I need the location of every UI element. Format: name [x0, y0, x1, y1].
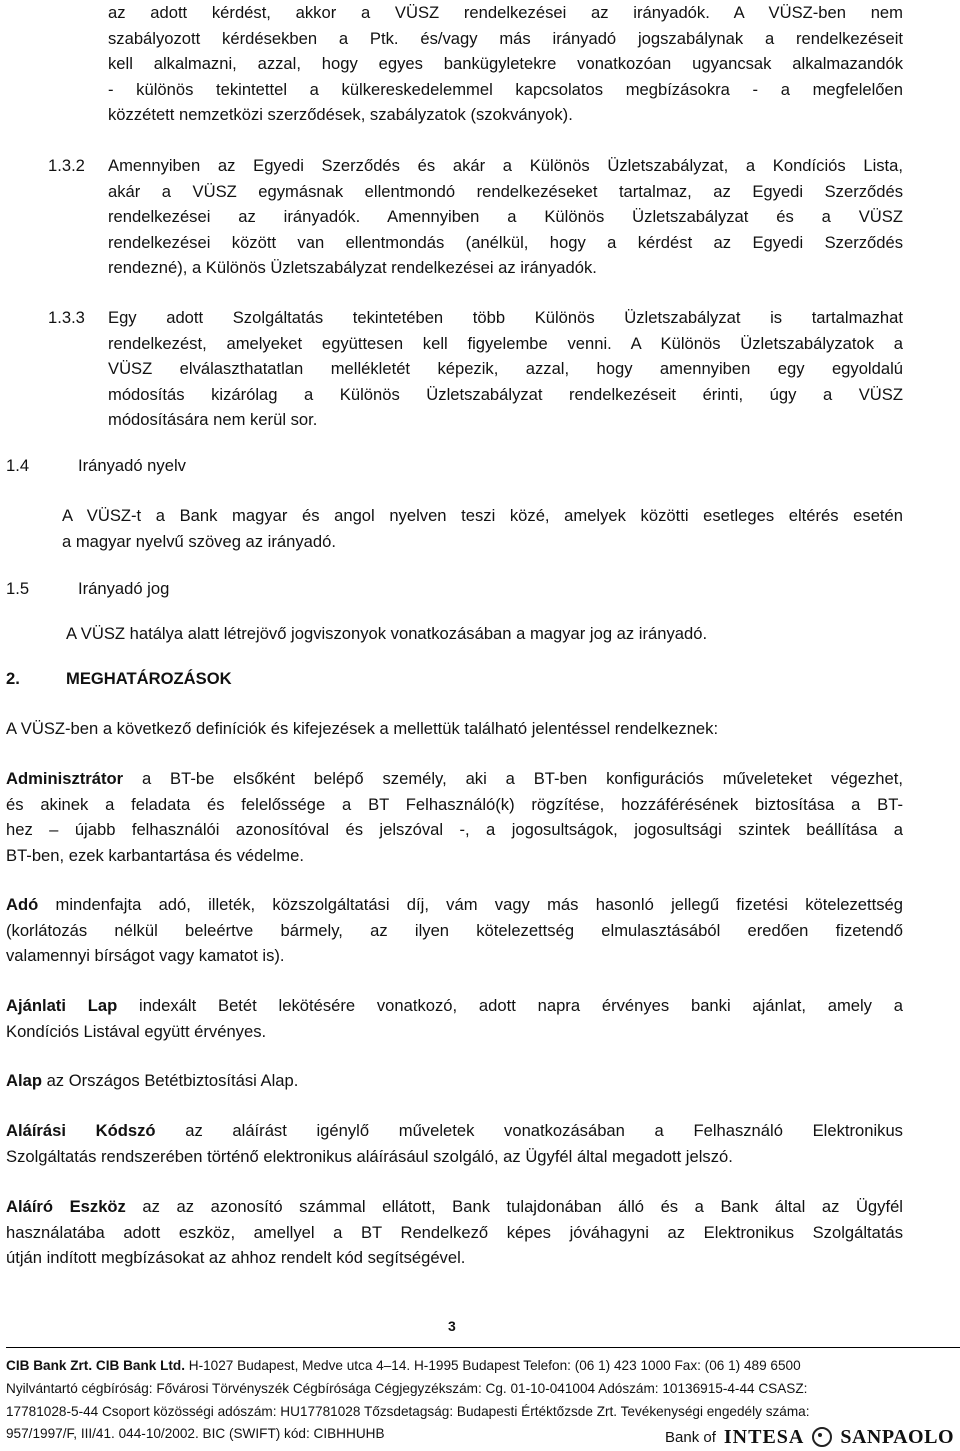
section-number: 2.	[6, 669, 20, 688]
section-1-4-paragraph	[62, 503, 903, 554]
text-line: módosítására nem kerül sor.	[108, 410, 318, 430]
definition-term: Aláírási Kódszó	[6, 1121, 156, 1140]
logo-bank-of: Bank of	[665, 1428, 716, 1446]
footer-line-1: CIB Bank Zrt. CIB Bank Ltd. H-1027 Budapest, Medve utca 4–14. H-1995 Budapest Telefon: (06 1) 423 1000 Fax: (06 1) 489 6500	[6, 1358, 801, 1373]
sanpaolo-symbol-icon	[812, 1427, 832, 1447]
continuation-paragraph	[108, 0, 903, 128]
definition-term: Alap	[6, 1071, 42, 1090]
footer-company: CIB Bank Zrt. CIB Bank Ltd.	[6, 1358, 185, 1373]
definition-adminisztrator	[6, 766, 903, 868]
definition-ado	[6, 892, 903, 969]
definition-term: Adminisztrátor	[6, 769, 124, 788]
definition-alap	[6, 1068, 903, 1094]
text-line: rendelkezést, amelyeket együttesen kell figyelembe venni. A Különös Üzletszabályzatok a	[108, 333, 903, 353]
text-line: (korlátozás nélkül beleértve bármely, az ilyen kötelezettség elmulasztásából eredően fizetendő	[6, 920, 903, 940]
text-line: Kondíciós Listával együtt érvényes.	[6, 1021, 267, 1041]
definition-term: Ajánlati Lap	[6, 996, 118, 1015]
text-line: kell alkalmazni, azzal, hogy egyes bankügyletekre vonatkozóan ugyancsak alkalmazandók	[108, 54, 903, 74]
text-line: BT-ben, ezek karbantartása és védelme.	[6, 845, 304, 865]
definition-alairo-eszkoz	[6, 1194, 903, 1271]
definition-term: Adó	[6, 895, 39, 914]
text-line: a magyar nyelvű szöveg az irányadó.	[62, 531, 336, 551]
text-line: módosítás kizárólag a Különös Üzletszabályzat rendelkezéseit érinti, úgy a VÜSZ	[108, 384, 903, 404]
text-line: akár a VÜSZ egymásnak ellentmondó rendelkezéseket tartalmaz, az Egyedi Szerződés	[108, 181, 903, 201]
page-number: 3	[448, 1318, 456, 1334]
definition-ajanlati-lap	[6, 993, 903, 1044]
footer-line-3: 17781028-5-44 Csoport közösségi adószám: HU17781028 Tőzsdetagság: Budapesti Értéktőzsde Zrt. Tevékenységi engedély száma:	[6, 1404, 810, 1419]
section-heading-1-4	[6, 453, 186, 479]
footer-divider	[6, 1347, 960, 1348]
text-line: útján indított megbízásokat az ahhoz rendelt kód segítségével.	[6, 1248, 466, 1268]
text-line: rendezné), a Különös Üzletszabályzat rendelkezései az irányadók.	[108, 258, 597, 278]
section-number: 1.4	[6, 456, 30, 475]
section-number-1-3-3: 1.3.3	[48, 308, 85, 327]
definition-alairasi-kodszo	[6, 1118, 903, 1169]
text-line: Aláírási Kódszó az aláírást igénylő műveletek vonatkozásában a Felhasználó Elektronikus	[6, 1121, 903, 1140]
text-line: A VÜSZ-t a Bank magyar és angol nyelven teszi közé, amelyek közötti esetleges eltérés esetén	[62, 506, 903, 525]
text-line: rendelkezései az irányadók. Amennyiben a Különös Üzletszabályzat és a VÜSZ	[108, 207, 903, 227]
text-line: Adminisztrátor a BT-be elsőként belépő személy, aki a BT-ben konfigurációs műveleteket végezhet,	[6, 769, 903, 788]
text-line: Amennyiben az Egyedi Szerződés és akár a Különös Üzletszabályzat, a Kondíciós Lista,	[108, 156, 903, 175]
section-1-5-paragraph: A VÜSZ hatálya alatt létrejövő jogviszonyok vonatkozásában a magyar jog az irányadó.	[66, 624, 708, 643]
text-line: az adott kérdést, akkor a VÜSZ rendelkezései az irányadók. A VÜSZ-ben nem	[108, 3, 903, 22]
text-line: valamennyi bírságot vagy kamatot is).	[6, 946, 285, 966]
logo-intesa: INTESA	[723, 1425, 805, 1448]
section-title: Irányadó jog	[78, 579, 170, 598]
footer-line-4: 957/1997/F, III/41. 044-10/2002. BIC (SWIFT) kód: CIBHHUHB	[6, 1426, 385, 1441]
text-line: Alap az Országos Betétbiztosítási Alap.	[6, 1071, 299, 1090]
text-line: szabályozott kérdésekben a Ptk. és/vagy más irányadó jogszabálynak a rendelkezéseit	[108, 28, 903, 48]
section-heading-1-5	[6, 576, 169, 602]
text-line: közzétett nemzetközi szerződések, szabályzatok (szokványok).	[108, 105, 573, 125]
footer-line-2: Nyilvántartó cégbíróság: Fővárosi Törvényszék Cégbírósága Cégjegyzékszám: Cg. 01-10-041004 Adószám: 10136915-4-44 CSASZ:	[6, 1381, 808, 1396]
section-1-3-3-paragraph	[108, 305, 903, 433]
text-line: használatába adott eszköz, amellyel a BT Rendelkező képes jóváhagyni az Elektronikus Szolgáltatás	[6, 1222, 903, 1242]
text-line: Ajánlati Lap indexált Betét lekötésére vonatkozó, adott napra érvényes banki ajánlat, amely a	[6, 996, 903, 1015]
section-title: Irányadó nyelv	[78, 456, 186, 475]
section-1-3-2-paragraph	[108, 153, 903, 281]
text-line: rendelkezései között van ellentmondás (anélkül, hogy a kérdést az Egyedi Szerződés	[108, 232, 903, 252]
section-number: 1.5	[6, 579, 30, 598]
section-title: MEGHATÁROZÁSOK	[66, 669, 232, 688]
text-line: Egy adott Szolgáltatás tekintetében több Különös Üzletszabályzat is tartalmazhat	[108, 308, 903, 327]
logo-sanpaolo: SANPAOLO	[840, 1425, 954, 1448]
intesa-sanpaolo-logo	[665, 1425, 954, 1449]
text-line: VÜSZ elválaszthatatlan mellékletét képezik, azzal, hogy amennyiben egy egyoldalú	[108, 359, 903, 379]
section-heading-2	[6, 666, 232, 692]
text-line: Adó mindenfajta adó, illeték, közszolgáltatási díj, vám vagy más hasonló jellegű fizetési kötelezettség	[6, 895, 903, 914]
text-line: - különös tekintettel a külkereskedelemmel kapcsolatos megbízásokra - a megfelelően	[108, 79, 903, 99]
text-line: hez – újabb felhasználói azonosítóval és jelszóval -, a jogosultságok, jogosultsági szintek beállítása a	[6, 820, 903, 840]
text-line: és akinek a feladata és felelőssége a BT Felhasználó(k) rögzítése, hozzáférésének biztosítása a BT-	[6, 794, 903, 814]
definitions-intro: A VÜSZ-ben a következő definíciók és kifejezések a mellettük található jelentéssel rendelkeznek:	[6, 719, 719, 738]
text-line: Szolgáltatás rendszerében történő elektronikus aláírásául szolgáló, az Ügyfél által megadott jelszó.	[6, 1146, 733, 1166]
definition-term: Aláíró Eszköz	[6, 1197, 126, 1216]
section-number-1-3-2: 1.3.2	[48, 156, 85, 175]
text-line: Aláíró Eszköz az az azonosító számmal ellátott, Bank tulajdonában álló és a Bank által az Ügyfél	[6, 1197, 903, 1216]
